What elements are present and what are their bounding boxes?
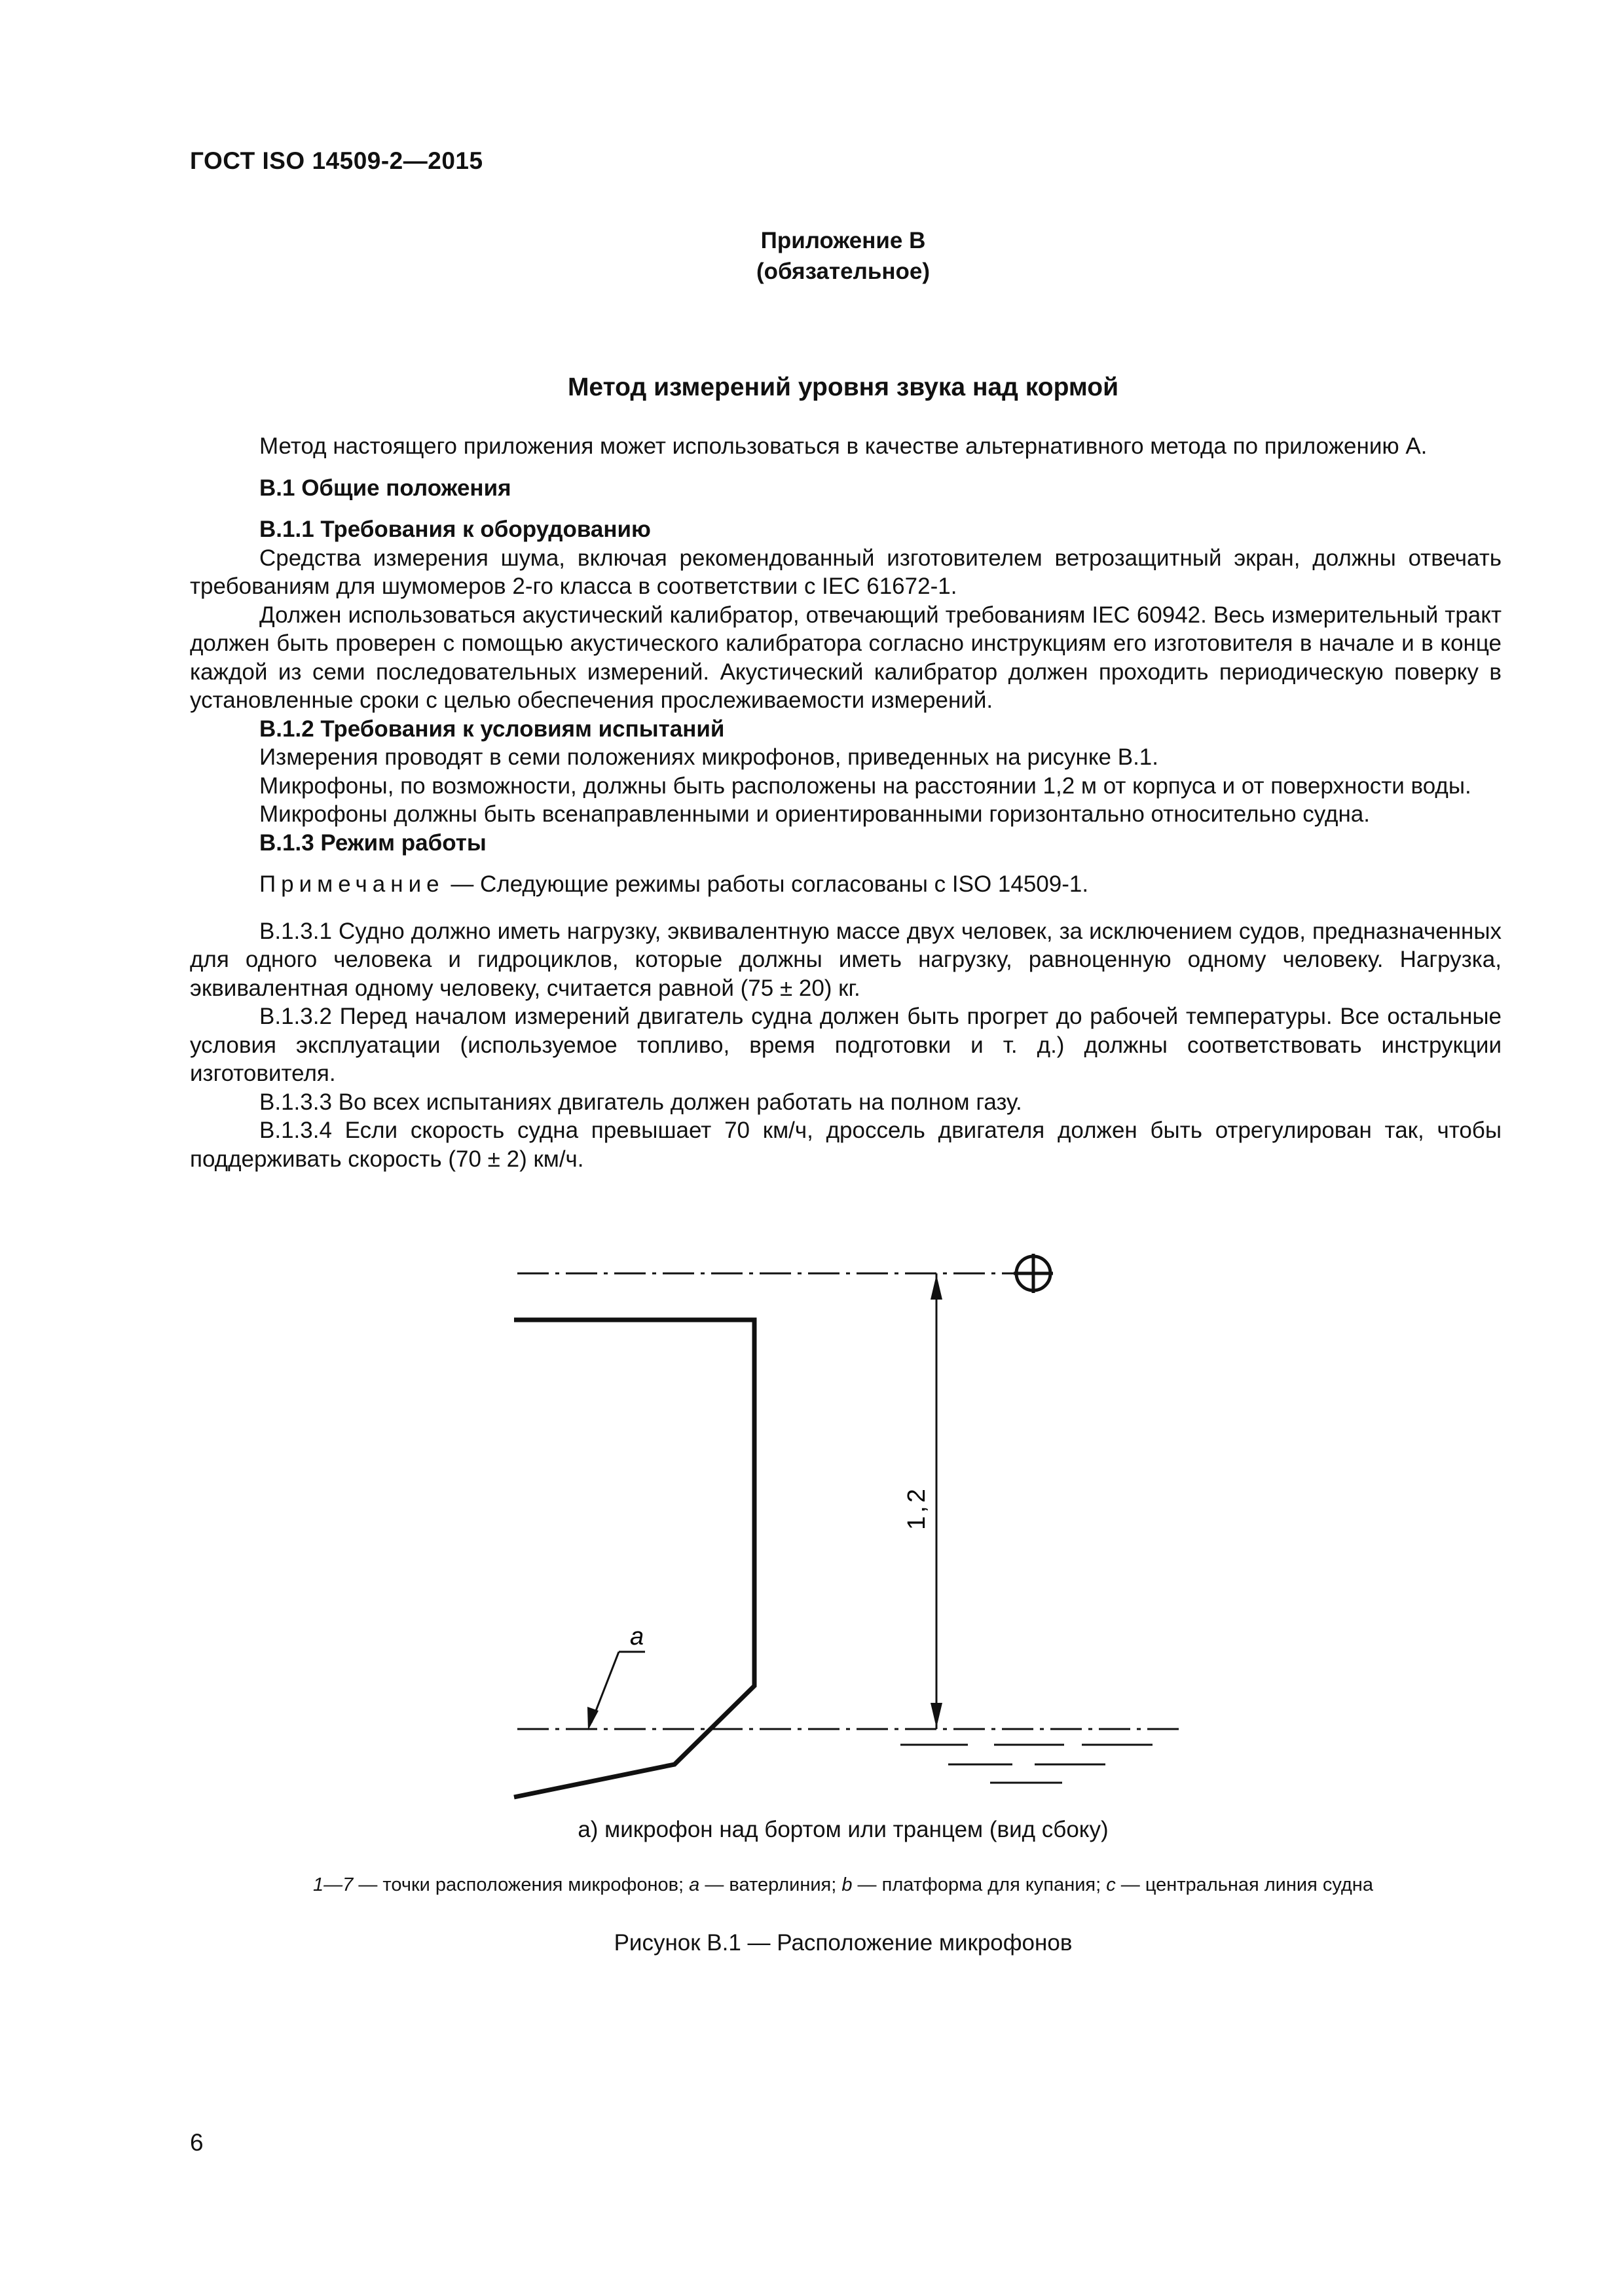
b11-paragraph-1: Средства измерения шума, включая рекомендованный изготовителем ветрозащитный экран, должны отвечать требованиям для шумомеров 2-го класса в соответствии с IEC 61672-1.: [190, 545, 1502, 599]
hull-outline: [514, 1320, 754, 1797]
legend-c-text: — центральная линия судна: [1115, 1874, 1373, 1895]
b12-paragraph-3: Микрофоны должны быть всенаправленными и ориентированными горизонтально относительно судна.: [259, 801, 1370, 827]
legend-a-text: — ватерлиния;: [699, 1874, 842, 1895]
page-number: 6: [190, 2129, 204, 2156]
figure-legend: [0, 1874, 1624, 1896]
b132-paragraph: В.1.3.2 Перед началом измерений двигатель судна должен быть прогрет до рабочей температуры. Все остальные условия эксплуатации (используемое топливо, время подготовки и т. д.) должны соответствовать инструкции изготовителя.: [190, 1004, 1502, 1086]
legend-c-key: c: [1106, 1874, 1116, 1895]
annex-title: Приложение B: [760, 228, 926, 253]
section-b12-heading: B.1.2 Требования к условиям испытаний: [259, 716, 725, 742]
section-b1-heading: B.1 Общие положения: [259, 475, 511, 501]
legend-range-text: — точки расположения микрофонов;: [353, 1874, 690, 1895]
water-surface-marks: [900, 1745, 1153, 1783]
figure-subcaption: а) микрофон над бортом или транцем (вид сбоку): [578, 1817, 1109, 1842]
legend-a-key: a: [689, 1874, 700, 1895]
b11-paragraph-2: Должен использоваться акустический калибратор, отвечающий требованиям IEC 60942. Весь измерительный тракт должен быть проверен с помощью акустического калибратора согласно инструкциям его изготовителя в начале и в конце каждой из семи последовательных измерений. Акустический калибратор должен проходить периодическую поверку в установленные сроки с целью обеспечения прослеживаемости измерений.: [190, 602, 1502, 713]
dimension-label: 1,2: [903, 1485, 931, 1530]
waterline-marker-label: a: [630, 1623, 644, 1650]
b131-paragraph: В.1.3.1 Судно должно иметь нагрузку, эквивалентную массе двух человек, за исключением судов, предназначенных для одного человека и гидроциклов, которые должны иметь нагрузку, равноценную одному человеку. Нагрузка, эквивалентная одному человеку, считается равной (75 ± 20) кг.: [190, 918, 1502, 1001]
b133-paragraph: В.1.3.3 Во всех испытаниях двигатель должен работать на полном газу.: [259, 1089, 1022, 1115]
b134-paragraph: В.1.3.4 Если скорость судна превышает 70 км/ч, дроссель двигателя должен быть отрегулирован так, чтобы поддерживать скорость (70 ± 2) км/ч.: [190, 1118, 1502, 1172]
main-title: Метод измерений уровня звука над кормой: [567, 373, 1119, 401]
section-b11-heading: B.1.1 Требования к оборудованию: [259, 517, 651, 542]
b12-paragraph-1: Измерения проводят в семи положениях микрофонов, приведенных на рисунке В.1.: [259, 744, 1158, 770]
note-text: — Следующие режимы работы согласованы с ISO 14509-1.: [444, 871, 1089, 897]
waterline-callout: [587, 1652, 645, 1730]
note-label: Примечание: [259, 871, 445, 897]
legend-range: 1—7: [313, 1874, 354, 1895]
intro-paragraph: Метод настоящего приложения может использоваться в качестве альтернативного метода по приложению А.: [259, 433, 1428, 459]
microphone-symbol-icon: [1014, 1254, 1053, 1293]
legend-b-text: — платформа для купания;: [852, 1874, 1107, 1895]
b12-paragraph-2: Микрофоны, по возможности, должны быть расположены на расстоянии 1,2 м от корпуса и от поверхности воды.: [259, 773, 1471, 799]
legend-b-key: b: [841, 1874, 853, 1895]
annex-status: (обязательное): [756, 259, 930, 284]
document-id-header: ГОСТ ISO 14509-2—2015: [190, 147, 483, 174]
section-b13-heading: B.1.3 Режим работы: [259, 829, 487, 856]
dimension-line: [931, 1273, 942, 1729]
figure-title: Рисунок В.1 — Расположение микрофонов: [614, 1930, 1073, 1956]
